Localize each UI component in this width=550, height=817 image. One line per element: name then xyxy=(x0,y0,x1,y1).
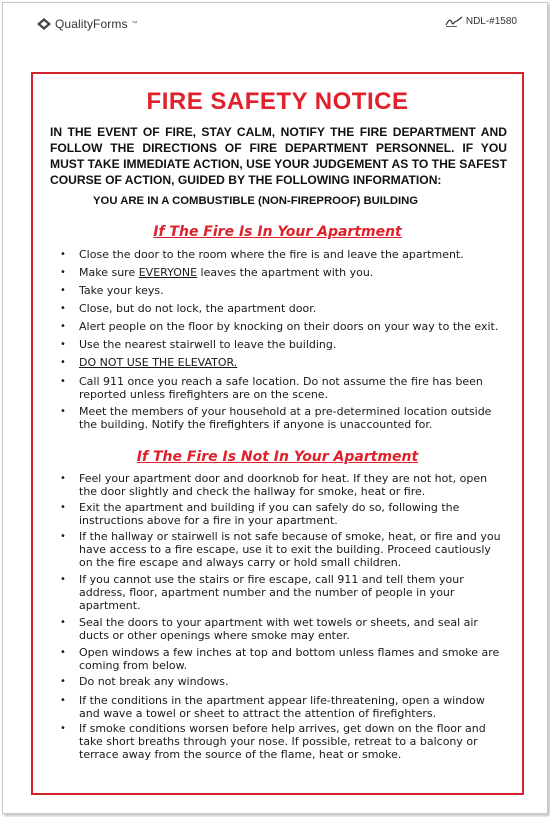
bullet: • xyxy=(60,676,66,687)
bullet: • xyxy=(60,473,66,484)
brand-trademark: ™ xyxy=(131,21,138,27)
list-item-text: If the hallway or stairwell is not safe because of smoke, heat, or fire and you have access to a fire escape, use it to exit the building. Proceed cautiously on the fire escape and always carry or hold small children. xyxy=(79,530,501,569)
list-item-text: Feel your apartment door and doorknob for heat. If they are not hot, open the door slightly and check the hallway for smoke, heat or fire. xyxy=(79,472,488,498)
list-item-text: Use the nearest stairwell to leave the building. xyxy=(79,338,337,351)
bullet: • xyxy=(60,531,66,542)
part-number xyxy=(445,16,517,27)
bullet: • xyxy=(60,695,66,706)
emphasis-text: DO NOT USE THE ELEVATOR. xyxy=(79,356,238,369)
list-item-text: If you cannot use the stairs or fire escape, call 911 and tell them your address, floor, apartment number and the number of people in your apartment. xyxy=(79,573,464,612)
brand xyxy=(37,17,138,31)
list-item-text: Close, but do not lock, the apartment door. xyxy=(79,302,317,315)
list-item-text: Take your keys. xyxy=(79,284,164,297)
bullet: • xyxy=(60,321,66,332)
notice-intro: IN THE EVENT OF FIRE, STAY CALM, NOTIFY THE FIRE DEPARTMENT AND FOLLOW THE DIRECTIONS OF FIRE DEPARTMENT PERSONNEL. IF YOU MUST TAKE IMMEDIATE ACTION, USE YOUR JUDGEMENT AS TO THE SAFEST COURSE OF ACTION, GUIDED BY THE FOLLOWING INFORMATION: xyxy=(50,125,507,187)
section-heading-in-apartment: If The Fire Is In Your Apartment xyxy=(153,224,402,240)
list-item-text: Seal the doors to your apartment with wet towels or sheets, and seal air ducts or other openings where smoke may enter. xyxy=(79,616,478,642)
building-type: YOU ARE IN A COMBUSTIBLE (NON-FIREPROOF) BUILDING xyxy=(93,195,419,207)
brand-name: QualityForms xyxy=(55,17,128,31)
notice-title: FIRE SAFETY NOTICE xyxy=(146,88,409,115)
list-item-text: If the conditions in the apartment appear life-threatening, open a window and wave a towel or sheet to attract the attention of firefighters. xyxy=(79,694,485,720)
bullet: • xyxy=(60,285,66,296)
bullet: • xyxy=(60,617,66,628)
diamond-logo-icon xyxy=(37,18,51,30)
bullet: • xyxy=(60,376,66,387)
bullet: • xyxy=(60,647,66,658)
bullet: • xyxy=(60,249,66,260)
list-item-text: Exit the apartment and building if you can safely do so, following the instructions above for a fire in your apartment. xyxy=(79,501,460,527)
signature-pen-icon xyxy=(445,16,463,27)
list-item-text: Call 911 once you reach a safe location. Do not assume the fire has been reported unless firefighters are on the scene. xyxy=(79,375,483,401)
list-item-text: Open windows a few inches at top and bottom unless flames and smoke are coming from below. xyxy=(79,646,500,672)
section-heading-not-in-apartment: If The Fire Is Not In Your Apartment xyxy=(136,449,419,465)
bullet: • xyxy=(60,406,66,417)
bullet: • xyxy=(60,357,66,368)
bullet: • xyxy=(60,267,66,278)
emphasis-text: EVERYONE xyxy=(138,266,198,279)
bullet: • xyxy=(60,574,66,585)
list-item-text: Make sure EVERYONE leaves the apartment with you. xyxy=(79,266,374,279)
bullet: • xyxy=(60,723,66,734)
list-item-text: Close the door to the room where the fire is and leave the apartment. xyxy=(79,248,464,261)
part-number-text: NDL-#1580 xyxy=(465,16,517,27)
bullet: • xyxy=(60,339,66,350)
list-item-text: Meet the members of your household at a pre-determined location outside the building. Notify the firefighters if anyone is unaccounted for. xyxy=(79,405,492,431)
header-bar xyxy=(3,3,547,43)
notice-frame xyxy=(31,72,524,795)
list-item-text xyxy=(79,356,502,369)
bullet: • xyxy=(60,303,66,314)
list-item-text: Alert people on the floor by knocking on their doors on your way to the exit. xyxy=(79,320,499,333)
bullet: • xyxy=(60,502,66,513)
notice-sheet xyxy=(2,2,548,814)
list-item-text: If smoke conditions worsen before help arrives, get down on the floor and take short breaths through your nose. If possible, retreat to a balcony or terrace away from the source of the flame, heat or smoke. xyxy=(79,722,486,761)
list-item-text: Do not break any windows. xyxy=(79,675,229,688)
